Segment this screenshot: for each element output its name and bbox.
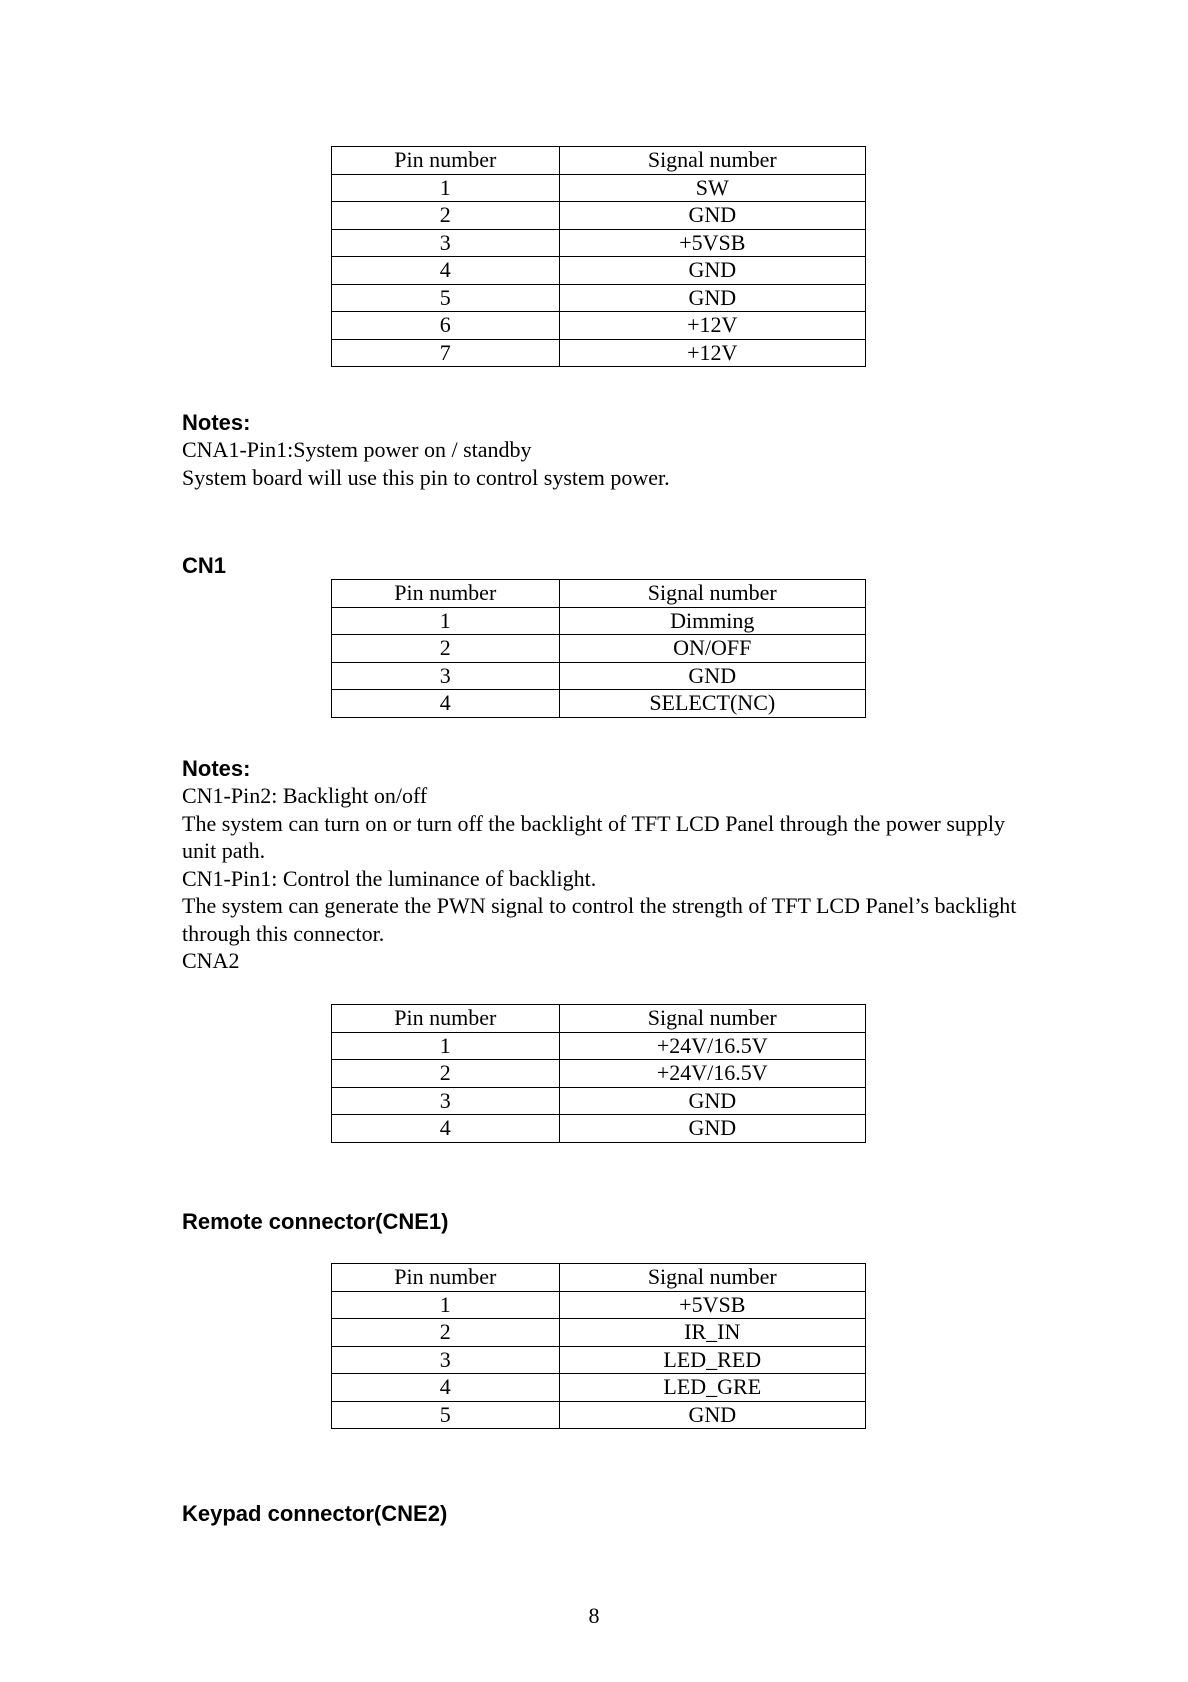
note-line: CN1-Pin2: Backlight on/off [182, 783, 428, 808]
page-number: 8 [588, 1603, 600, 1628]
table-row [332, 1115, 866, 1143]
signal-cell: LED_GRE [559, 1374, 865, 1402]
note-line: System board will use this pin to control system power. [182, 464, 670, 490]
table-row [332, 257, 866, 285]
table-row [332, 202, 866, 230]
pin-cell: 4 [332, 1374, 560, 1402]
signal-cell: Dimming [559, 607, 865, 635]
table-row [332, 174, 866, 202]
pin-cell: 3 [332, 1087, 560, 1115]
signal-cell: GND [559, 662, 865, 690]
signal-cell: SW [559, 174, 865, 202]
pin-number-header: Pin number [332, 147, 560, 175]
cne2-section-heading: Keypad connector(CNE2) [182, 1501, 448, 1526]
notes-heading: Notes: [182, 756, 251, 781]
cna2-pin-table [331, 1004, 866, 1143]
note-line: The system can generate the PWN signal to control the strength of TFT LCD Panel’s backlight through this connector. [182, 893, 1017, 946]
note-line: CN1-Pin1: Control the luminance of backlight. [182, 865, 597, 891]
pin-cell: 1 [332, 1032, 560, 1060]
pin-cell: 4 [332, 1115, 560, 1143]
signal-cell: IR_IN [559, 1319, 865, 1347]
table-row [332, 312, 866, 340]
table-row [332, 635, 866, 663]
pin-cell: 4 [332, 690, 560, 718]
pin-cell: 6 [332, 312, 560, 340]
cna1-pin-table [331, 146, 866, 367]
table-row [332, 1032, 866, 1060]
table-header-row [332, 147, 866, 175]
pin-cell: 3 [332, 229, 560, 257]
pin-cell: 2 [332, 635, 560, 663]
signal-cell: ON/OFF [559, 635, 865, 663]
table-row [332, 662, 866, 690]
note-line: The system can turn on or turn off the backlight of TFT LCD Panel through the power supply unit path. [182, 810, 1006, 863]
signal-cell: GND [559, 1401, 865, 1429]
signal-cell: GND [559, 1115, 865, 1143]
table-row [332, 339, 866, 367]
pin-cell: 7 [332, 339, 560, 367]
table-header-row [332, 1264, 866, 1292]
signal-cell: +24V/16.5V [559, 1032, 865, 1060]
table-row [332, 607, 866, 635]
pin-cell: 5 [332, 284, 560, 312]
signal-cell: +12V [559, 312, 865, 340]
signal-cell: +12V [559, 339, 865, 367]
table-row [332, 690, 866, 718]
signal-cell: GND [559, 202, 865, 230]
table-row [332, 284, 866, 312]
cne1-pin-table [331, 1263, 866, 1429]
note-line: CNA1-Pin1:System power on / standby [182, 437, 532, 462]
pin-cell: 3 [332, 662, 560, 690]
table-row [332, 1087, 866, 1115]
signal-cell: +5VSB [559, 1291, 865, 1319]
pin-cell: 2 [332, 202, 560, 230]
table-row [332, 1319, 866, 1347]
note-line: CNA2 [182, 948, 240, 973]
table-row [332, 1401, 866, 1429]
notes-text-block [182, 782, 1022, 975]
pin-number-header: Pin number [332, 1264, 560, 1292]
cn1-pin-table [331, 579, 866, 718]
table-row [332, 229, 866, 257]
pin-cell: 1 [332, 174, 560, 202]
table-header-row [332, 580, 866, 608]
signal-cell: GND [559, 284, 865, 312]
signal-number-header: Signal number [559, 1005, 865, 1033]
pin-cell: 3 [332, 1346, 560, 1374]
signal-cell: +24V/16.5V [559, 1060, 865, 1088]
pin-cell: 5 [332, 1401, 560, 1429]
pin-cell: 4 [332, 257, 560, 285]
signal-cell: GND [559, 1087, 865, 1115]
notes-heading: Notes: [182, 410, 251, 435]
pin-cell: 1 [332, 1291, 560, 1319]
signal-cell: +5VSB [559, 229, 865, 257]
signal-cell: GND [559, 257, 865, 285]
table-header-row [332, 1005, 866, 1033]
signal-number-header: Signal number [559, 1264, 865, 1292]
table-row [332, 1346, 866, 1374]
signal-cell: LED_RED [559, 1346, 865, 1374]
pin-number-header: Pin number [332, 1005, 560, 1033]
notes-text-block [182, 436, 1022, 491]
cn1-section-heading: CN1 [182, 553, 227, 578]
pin-cell: 2 [332, 1319, 560, 1347]
signal-number-header: Signal number [559, 147, 865, 175]
table-row [332, 1060, 866, 1088]
table-row [332, 1291, 866, 1319]
pin-number-header: Pin number [332, 580, 560, 608]
cne1-section-heading: Remote connector(CNE1) [182, 1209, 449, 1234]
pin-cell: 1 [332, 607, 560, 635]
signal-number-header: Signal number [559, 580, 865, 608]
signal-cell: SELECT(NC) [559, 690, 865, 718]
table-row [332, 1374, 866, 1402]
pin-cell: 2 [332, 1060, 560, 1088]
